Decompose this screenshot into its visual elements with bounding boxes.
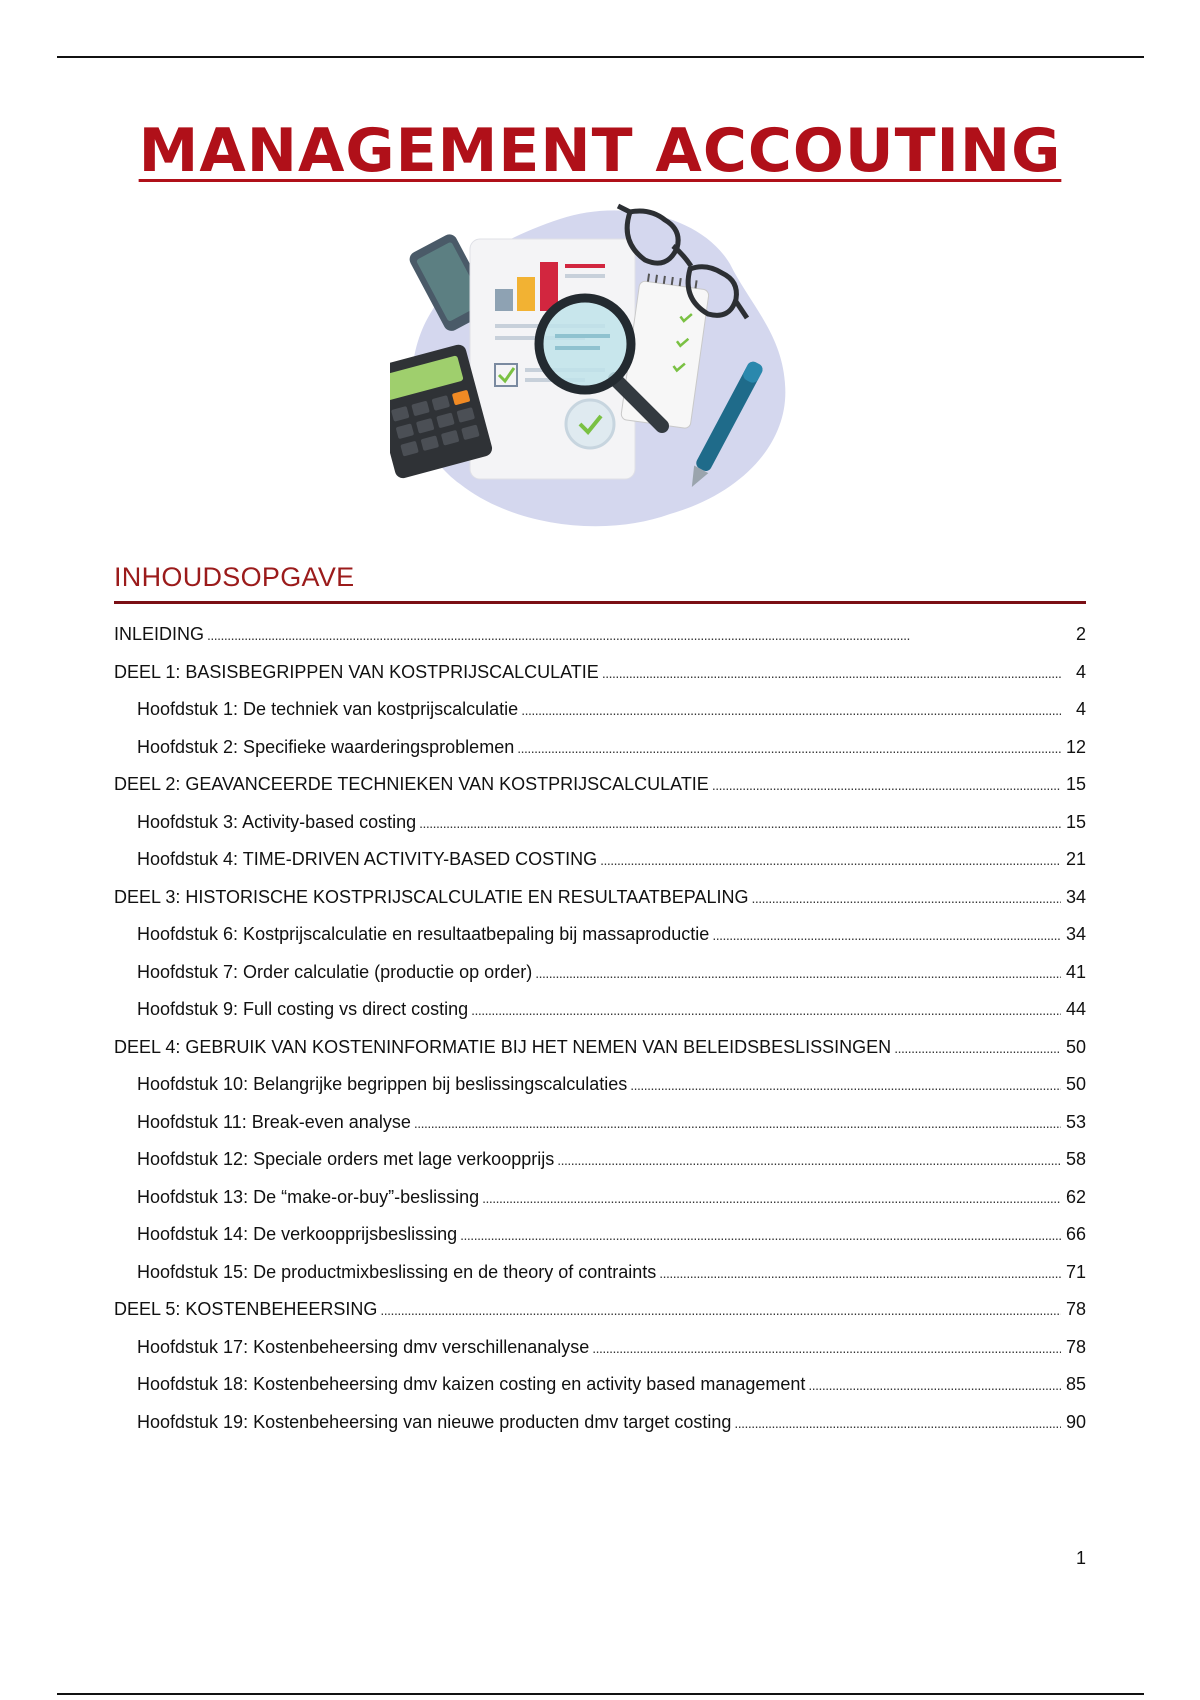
toc-entry-page: 71 <box>1065 1261 1086 1282</box>
toc-entry-label: Hoofdstuk 18: Kostenbeheersing dmv kaizen costing en activity based management <box>137 1374 806 1394</box>
toc-dot-leader <box>752 887 1062 908</box>
page-number: 1 <box>1075 1548 1086 1568</box>
toc-dot-leader <box>600 849 1061 870</box>
toc-entry[interactable] <box>114 812 1086 850</box>
accounting-illustration <box>390 194 810 544</box>
toc-entry-label: Hoofdstuk 10: Belangrijke begrippen bij beslissingscalculaties <box>137 1074 628 1094</box>
toc-entry[interactable] <box>114 1337 1086 1375</box>
toc-entry-page: 53 <box>1065 1111 1086 1132</box>
toc-entry-page: 85 <box>1065 1374 1086 1394</box>
toc-entry[interactable] <box>114 737 1086 775</box>
toc-entry[interactable] <box>114 962 1086 1000</box>
toc-entry-page: 78 <box>1065 1336 1086 1357</box>
toc-entry-page: 44 <box>1065 999 1086 1019</box>
toc-entry[interactable] <box>114 999 1086 1037</box>
toc-dot-leader <box>557 1149 1061 1170</box>
toc-entry-label: Hoofdstuk 19: Kostenbeheersing van nieuwe producten dmv target costing <box>137 1411 732 1432</box>
toc-entry-page: 15 <box>1065 774 1086 794</box>
toc-entry-label: Hoofdstuk 4: TIME-DRIVEN ACTIVITY-BASED COSTING <box>137 849 598 869</box>
toc-entry-page: 58 <box>1065 1149 1086 1169</box>
toc-entry[interactable] <box>114 849 1086 887</box>
toc-dot-leader <box>414 1112 1061 1133</box>
toc-entry[interactable] <box>114 624 1086 662</box>
toc-entry-page: 12 <box>1065 736 1086 757</box>
toc-entry-label: Hoofdstuk 11: Break-even analyse <box>137 1111 411 1132</box>
toc-dot-leader <box>630 1074 1061 1095</box>
toc-dot-leader <box>521 699 1061 720</box>
toc-dot-leader <box>419 812 1061 833</box>
toc-entry[interactable] <box>114 924 1086 962</box>
footer-rule <box>57 1693 1144 1695</box>
toc-entry-label: Hoofdstuk 17: Kostenbeheersing dmv verschillenanalyse <box>137 1336 590 1357</box>
toc-dot-leader <box>712 774 1061 795</box>
toc-entry[interactable] <box>114 1112 1086 1150</box>
toc-entry-page: 50 <box>1065 1036 1086 1057</box>
toc-entry-label: Hoofdstuk 12: Speciale orders met lage verkoopprijs <box>137 1149 555 1169</box>
toc-dot-leader <box>380 1299 1061 1320</box>
toc-dot-leader <box>712 924 1061 945</box>
toc-entry-page: 50 <box>1065 1074 1086 1094</box>
toc-entry-label: DEEL 2: GEAVANCEERDE TECHNIEKEN VAN KOSTPRIJSCALCULATIE <box>114 774 709 794</box>
toc-dot-leader <box>894 1037 1061 1058</box>
toc-dot-leader <box>207 624 1061 645</box>
toc-dot-leader <box>517 737 1061 758</box>
toc-entry-label: Hoofdstuk 3: Activity-based costing <box>137 811 417 832</box>
toc-dot-leader <box>471 999 1061 1020</box>
toc-entry[interactable] <box>114 662 1086 700</box>
toc-entry-label: DEEL 4: GEBRUIK VAN KOSTENINFORMATIE BIJ HET NEMEN VAN BELEIDSBESLISSINGEN <box>114 1036 892 1057</box>
toc-entry-page: 21 <box>1065 849 1086 869</box>
toc-dot-leader <box>592 1337 1061 1358</box>
toc-heading: INHOUDSOPGAVE <box>114 562 1086 604</box>
header-rule <box>57 56 1144 58</box>
toc-entry[interactable] <box>114 1262 1086 1300</box>
toc-entry-label: Hoofdstuk 15: De productmixbeslissing en de theory of contraints <box>137 1261 657 1282</box>
table-of-contents <box>114 624 1086 1449</box>
toc-entry-label: Hoofdstuk 14: De verkoopprijsbeslissing <box>137 1224 458 1244</box>
toc-entry-label: Hoofdstuk 9: Full costing vs direct costing <box>137 999 469 1019</box>
toc-entry-page: 41 <box>1065 961 1086 982</box>
toc-entry-page: 66 <box>1065 1224 1086 1244</box>
toc-entry-page: 90 <box>1065 1411 1086 1432</box>
toc-entry-label: DEEL 1: BASISBEGRIPPEN VAN KOSTPRIJSCALCULATIE <box>114 661 599 682</box>
toc-entry[interactable] <box>114 1299 1086 1337</box>
toc-entry-label: INLEIDING <box>114 624 205 644</box>
toc-entry[interactable] <box>114 774 1086 812</box>
toc-entry-page: 2 <box>1075 624 1086 644</box>
toc-entry[interactable] <box>114 1374 1086 1412</box>
toc-entry-label: DEEL 3: HISTORISCHE KOSTPRIJSCALCULATIE EN RESULTAATBEPALING <box>114 886 749 907</box>
toc-entry-page: 62 <box>1065 1186 1086 1207</box>
toc-entry[interactable] <box>114 887 1086 925</box>
toc-entry-page: 34 <box>1065 924 1086 944</box>
toc-entry[interactable] <box>114 1149 1086 1187</box>
toc-entry[interactable] <box>114 1224 1086 1262</box>
toc-entry-label: Hoofdstuk 7: Order calculatie (productie op order) <box>137 961 533 982</box>
toc-dot-leader <box>659 1262 1061 1283</box>
toc-dot-leader <box>535 962 1061 983</box>
toc-entry-label: Hoofdstuk 13: De “make-or-buy”-beslissing <box>137 1186 480 1207</box>
toc-dot-leader <box>602 662 1061 683</box>
toc-entry[interactable] <box>114 699 1086 737</box>
toc-entry[interactable] <box>114 1187 1086 1225</box>
toc-entry-page: 78 <box>1065 1299 1086 1319</box>
toc-entry-page: 4 <box>1075 661 1086 682</box>
toc-entry-label: Hoofdstuk 2: Specifieke waarderingsproblemen <box>137 736 515 757</box>
toc-entry-label: Hoofdstuk 6: Kostprijscalculatie en resultaatbepaling bij massaproductie <box>137 924 710 944</box>
toc-entry-label: DEEL 5: KOSTENBEHEERSING <box>114 1299 378 1319</box>
toc-entry[interactable] <box>114 1037 1086 1075</box>
toc-entry[interactable] <box>114 1412 1086 1450</box>
toc-entry[interactable] <box>114 1074 1086 1112</box>
toc-dot-leader <box>808 1374 1061 1395</box>
toc-entry-page: 15 <box>1065 811 1086 832</box>
toc-entry-label: Hoofdstuk 1: De techniek van kostprijscalculatie <box>137 699 519 719</box>
toc-dot-leader <box>734 1412 1061 1433</box>
toc-entry-page: 4 <box>1075 699 1086 719</box>
document-title-wrap <box>0 116 1200 186</box>
document-title: MANAGEMENT ACCOUTING <box>138 116 1062 186</box>
toc-dot-leader <box>460 1224 1061 1245</box>
toc-entry-page: 34 <box>1065 886 1086 907</box>
toc-dot-leader <box>482 1187 1061 1208</box>
